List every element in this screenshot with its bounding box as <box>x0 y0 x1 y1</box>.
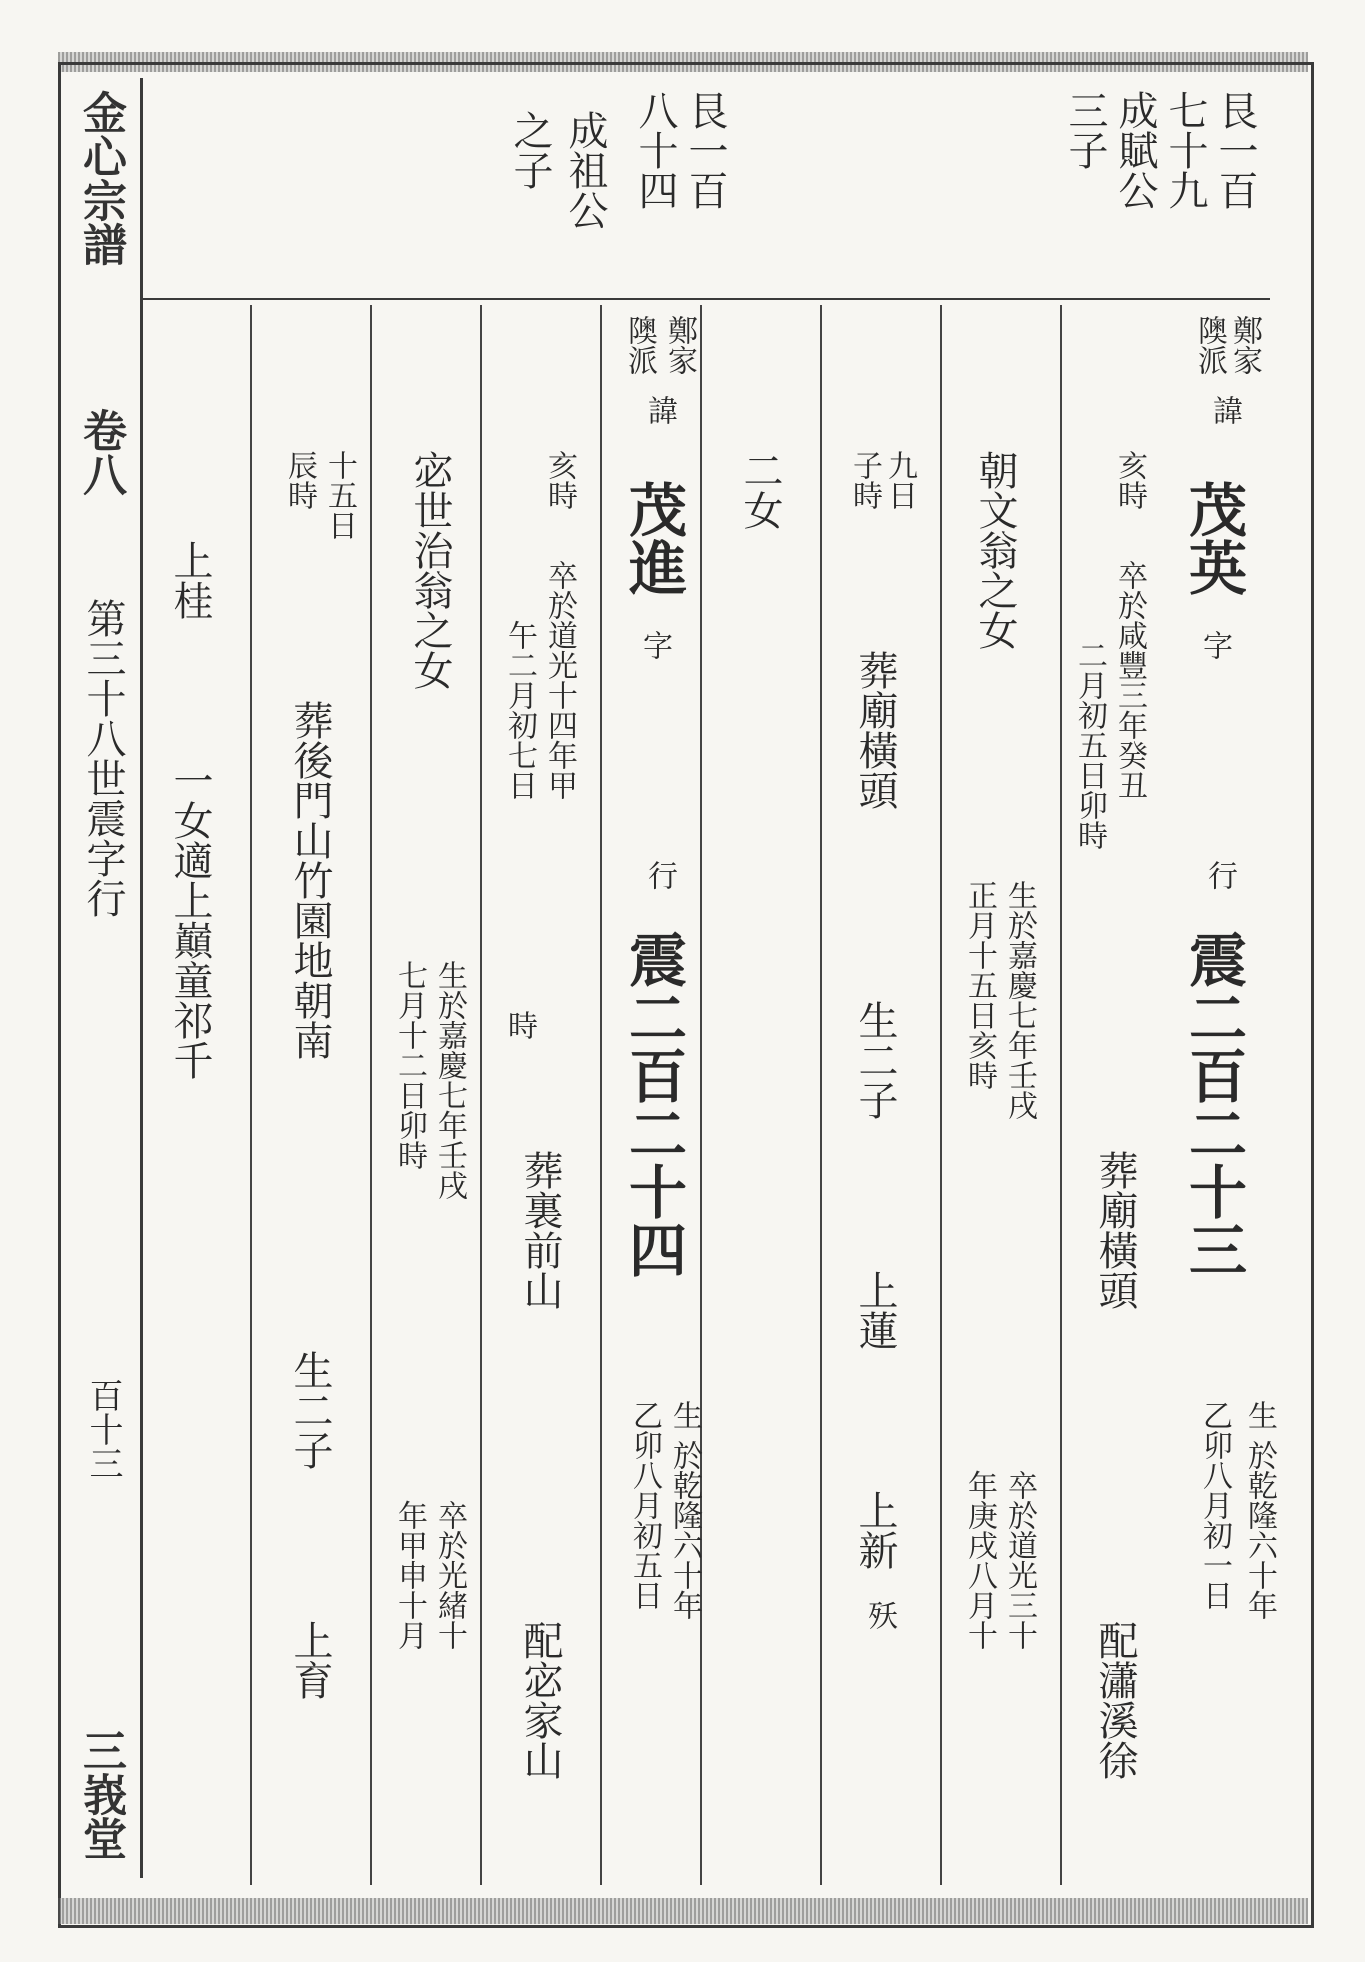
column-rule <box>820 305 822 1885</box>
entry1-name: 茂英 <box>1179 480 1247 596</box>
entry1-hui: 諱 <box>1207 395 1242 425</box>
entry2-son2: 上桂 <box>167 540 213 620</box>
entry2-son1: 上育 <box>287 1620 333 1700</box>
entry1-wife-born-a: 生於嘉慶七年壬戌 <box>1002 880 1037 1120</box>
entry2-zi: 字 <box>637 630 672 660</box>
entry2-wife-death-b: 年甲申十月 <box>392 1500 427 1650</box>
entry1-wife-death-a: 卒於道光三十 <box>1002 1470 1037 1650</box>
column-rule <box>250 305 252 1885</box>
entry2-born-a: 於乾隆六十年 <box>667 1440 702 1620</box>
entry1-death-a: 卒於咸豐三年癸丑 <box>1112 560 1147 800</box>
book-title: 金心宗譜 <box>75 90 126 266</box>
margin-column <box>60 78 143 1878</box>
entry1-place-b: 隩派 <box>1192 315 1227 375</box>
entry2-wife-burial: 葬後門山竹園地朝南 <box>287 700 333 1060</box>
entry2-spouse: 配宓家山 <box>517 1620 563 1780</box>
entry1-hang: 行 <box>1202 860 1237 890</box>
entry2-hang: 行 <box>642 860 677 890</box>
header-col2-line1: 艮一百 <box>682 90 728 210</box>
entry2-born-label: 生 <box>667 1400 702 1430</box>
entry2-hui: 諱 <box>642 395 677 425</box>
entry2-sons: 生二子 <box>287 1350 333 1470</box>
entry2-death-b: 午二月初七日 <box>502 620 537 800</box>
entry1-wife-death-b: 年庚戌八月十 <box>962 1470 997 1650</box>
header-rule <box>140 298 1270 300</box>
entry1-wife-born-b: 正月十五日亥時 <box>962 880 997 1090</box>
column-rule <box>480 305 482 1885</box>
header-col1-line2: 七十九 <box>1162 90 1208 210</box>
entry1-place-a: 鄭家 <box>1227 315 1262 375</box>
entry1-wife-death-d: 子時 <box>847 450 882 510</box>
entry2-wife-death-c: 十五日 <box>322 450 357 540</box>
volume-label: 卷八 <box>75 408 126 496</box>
entry2-wife-death-a: 卒於光緒十 <box>432 1500 467 1650</box>
header-col1-line3: 成賦公 <box>1112 90 1158 210</box>
entry2-wife-desc: 宓世治翁之女 <box>407 450 453 690</box>
entry1-rank: 震二百二十三 <box>1179 930 1247 1278</box>
entry1-sons: 生二子 <box>852 1000 898 1120</box>
entry1-born-label: 生 <box>1242 1400 1277 1430</box>
entry1-wife-burial: 葬廟橫頭 <box>852 650 898 810</box>
entry2-death-a: 卒於道光十四年甲 <box>542 560 577 800</box>
column-rule <box>940 305 942 1885</box>
entry2-place-a: 鄭家 <box>662 315 697 375</box>
column-rule <box>700 305 702 1885</box>
column-rule <box>600 305 602 1885</box>
entry1-birth-hour: 亥時 <box>1112 450 1147 510</box>
entry1-born-b: 乙卯八月初一日 <box>1197 1400 1232 1610</box>
hall-name: 三峩堂 <box>75 1728 126 1860</box>
entry2-born-b: 乙卯八月初五日 <box>627 1400 662 1610</box>
entry2-rank: 震二百二十四 <box>619 930 687 1278</box>
column-rule <box>370 305 372 1885</box>
header-col1-line4: 三子 <box>1062 90 1108 170</box>
entry1-burial: 葬廟橫頭 <box>1092 1150 1138 1310</box>
entry1-spouse: 配瀟溪徐 <box>1092 1620 1138 1780</box>
entry2-burial: 葬裏前山 <box>517 1150 563 1310</box>
header-col1-line1: 艮一百 <box>1212 90 1258 210</box>
entry1-born-a: 於乾隆六十年 <box>1242 1440 1277 1620</box>
entry2-wife-death-d: 辰時 <box>282 450 317 510</box>
entry1-son1: 上蓮 <box>852 1270 898 1350</box>
entry2-place-b: 隩派 <box>622 315 657 375</box>
entry1-death-b: 二月初五日卯時 <box>1072 640 1107 850</box>
entry2-name: 茂進 <box>619 480 687 596</box>
entry1-daughters: 二女 <box>737 450 783 530</box>
entry1-zi: 字 <box>1197 630 1232 660</box>
entry1-wife-death-c: 九日 <box>882 450 917 510</box>
column-rule <box>1060 305 1062 1885</box>
entry2-wife-born-a: 生於嘉慶七年壬戌 <box>432 960 467 1200</box>
header-col2-line3: 成祖公 <box>562 110 608 230</box>
entry1-son2-note: 殀 <box>862 1600 897 1630</box>
entry1-son2: 上新 <box>852 1490 898 1570</box>
frame-bottom-border <box>58 1898 1308 1924</box>
entry2-death-c: 時 <box>502 1010 537 1040</box>
entry2-wife-born-b: 七月十二日卯時 <box>392 960 427 1170</box>
entry2-birth-hour: 亥時 <box>542 450 577 510</box>
header-col2-line2: 八十四 <box>632 90 678 210</box>
header-col2-line4: 之子 <box>507 110 553 190</box>
page-number: 百十三 <box>83 1378 123 1480</box>
entry1-wife-desc: 朝文翁之女 <box>972 450 1018 650</box>
section-label: 第三十八世震字行 <box>80 598 126 918</box>
entry2-daughter: 一女適上巔童祁千 <box>167 760 213 1080</box>
